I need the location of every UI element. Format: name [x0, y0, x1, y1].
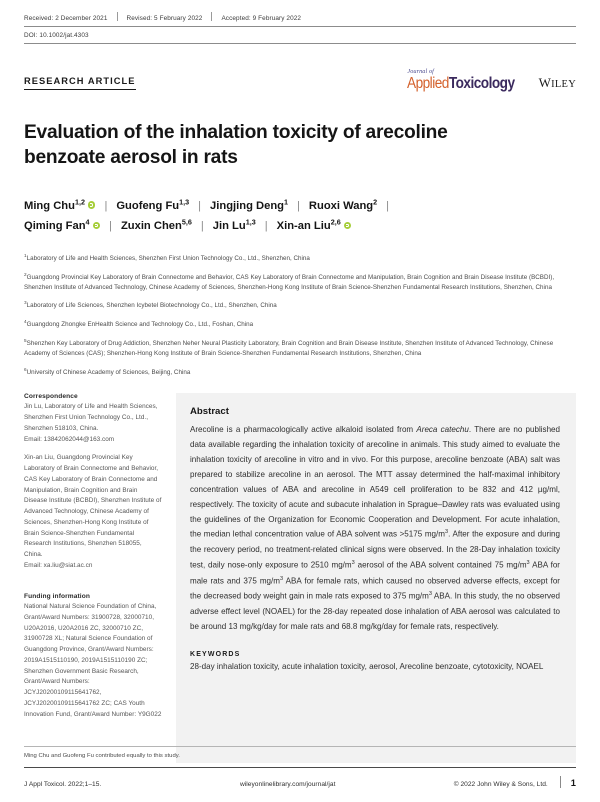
header-rule-bottom	[24, 43, 576, 44]
wiley-logo-cap: W	[538, 74, 552, 90]
author-name: Qiming Fan	[24, 220, 86, 233]
affiliation-text: University of Chinese Academy of Sciences, Beijing, China	[26, 368, 191, 376]
footer-copyright: © 2022 John Wiley & Sons, Ltd.	[453, 781, 548, 788]
page-footer	[24, 746, 576, 788]
revised-date: Revised: 5 February 2022	[126, 15, 203, 22]
affiliation-text: Laboratory of Life Sciences, Shenzhen Icybetel Biotechnology Co., Ltd., Shenzhen, China	[26, 302, 277, 310]
received-date: Received: 2 December 2021	[24, 15, 108, 22]
abstract-box	[176, 393, 576, 763]
author-affil-marker: 1,3	[179, 197, 190, 207]
author-guofeng-fu[interactable]	[116, 197, 190, 212]
author-separator: |	[200, 220, 204, 233]
author-ming-chu[interactable]	[24, 197, 95, 212]
abstract-seg: ABA. In this study, the no observed adverse effect level (NOAEL) for the 28-day repeated dose inhalation of ABA aerosol was calculated to be around 13 mg/kg/day for male rats and 68.8 mg/kg/day for female rats, respectively.	[190, 591, 561, 631]
paper-title: Evaluation of the inhalation toxicity of arecoline benzoate aerosol in rats	[24, 122, 448, 168]
equal-contribution-note: Ming Chu and Guofeng Fu contributed equally to this study.	[24, 753, 180, 759]
author-name: Ruoxi Wang	[308, 199, 374, 212]
author-separator: |	[198, 199, 202, 212]
correspondence-address: Xin-an Liu, Guangdong Provincial Key Laboratory of Brain Connectome and Behavior, CAS Key Laboratory of Brain Connectome and Manipulation, Brain Cognition and Brain Disease Institute (BCBDI), Shenzhen Institute of Advanced Technology, Chinese Academy of Sciences, Shenzhen-Hong Kong Institute of Brain Science-Shenzhen Fundamental Research Institutions, Shenzhen 518055, China.	[24, 454, 162, 559]
author-qiming-fan[interactable]	[24, 217, 100, 233]
author-name: Ming Chu	[24, 199, 75, 212]
author-separator: |	[264, 220, 268, 233]
author-affil-marker: 5,6	[181, 217, 192, 227]
abstract-seg: ABA for male rats and 375 mg/m	[190, 560, 560, 586]
affiliation-item	[24, 337, 562, 359]
author-separator: |	[104, 199, 108, 212]
orcid-icon[interactable]	[93, 222, 101, 230]
correspondence-address: Jin Lu, Laboratory of Life and Health Sciences, Shenzhen First Union Technology Co., Ltd., Shenzhen 518103, China.	[24, 403, 158, 432]
affiliation-item	[24, 271, 562, 293]
author-name: Jin Lu	[212, 220, 246, 233]
journal-branding	[407, 69, 576, 91]
footer-rule	[24, 767, 576, 768]
abstract-superscript: 3	[279, 575, 284, 582]
date-divider-1	[117, 12, 118, 21]
author-ruoxi-wang[interactable]	[308, 197, 378, 212]
affiliation-text: Guangdong Zhongke EnHealth Science and Technology Co., Ltd., Foshan, China	[26, 321, 254, 329]
accepted-date: Accepted: 9 February 2022	[221, 15, 302, 22]
footer-page-divider	[560, 776, 561, 788]
affiliation-text: Laboratory of Life and Health Sciences, Shenzhen First Union Technology Co., Ltd., Shenzhen, China	[26, 254, 310, 262]
keywords-text: 28-day inhalation toxicity, acute inhalation toxicity, aerosol, Arecoline benzoate, cytotoxicity, NOAEL	[190, 661, 544, 671]
journal-logo	[407, 69, 529, 91]
author-affil-marker: 1,2	[74, 197, 85, 207]
metadata-abstract-columns	[24, 393, 576, 763]
correspondence-email[interactable]: Email: 13842062044@163.com	[24, 435, 115, 443]
affiliation-text: Guangdong Provincial Key Laboratory of Brain Connectome and Behavior, CAS Key Laboratory of Brain Connectome and Manipulation, Brain Cognition and Brain Disease Institute (BCBDI), Shenzhen Institute of Advanced Technology, Chinese Academy of Sciences, Shenzhen-Hong Kong Institute of Brain Science-Shenzhen Fundamental Research Institutions, Shenzhen, China	[24, 273, 555, 291]
wiley-logo-rest: ILEY	[551, 78, 576, 90]
author-affil-marker: 2	[373, 197, 378, 207]
affiliation-marker: 4	[24, 319, 27, 325]
abstract-text	[190, 423, 560, 635]
affiliation-text: Shenzhen Key Laboratory of Drug Addiction, Shenzhen Neher Neural Plasticity Laboratory, Brain Cognition and Brain Disease Institute, Shenzhen Institute of Advanced Technology, Chinese Academy of Sciences (CAS); Shenzhen-Hong Kong Institute of Brain Science-Shenzhen Fundamental Research Institutions, Shenzhen, China	[24, 339, 554, 357]
abstract-species-name: Areca catechu	[416, 424, 469, 434]
author-jin-lu[interactable]	[212, 217, 256, 233]
funding-heading: Funding information	[24, 592, 90, 600]
abstract-heading: Abstract	[190, 405, 229, 417]
affiliation-marker: 2	[24, 271, 27, 277]
author-name: Xin-an Liu	[276, 220, 331, 233]
correspondence-entry-1	[24, 402, 162, 445]
correspondence-column	[24, 393, 176, 729]
column-spacer	[24, 580, 162, 593]
abstract-seg: . There are no published data available regarding the inhalation toxicity of arecoline in animals. This study aimed to evaluate the inhalation toxicity of arecoline in vitro and in vivo. For this purpose, arecoline benzoate (ABA) salt was prepared to stabilize arecoline in an aerosol. The MTT assay determined the half-maximal inhibitory concentration values of ABA and arecoline in A549 cell proliferation to be 832 and 412 µg/ml, respectively. The toxicity of acute and subacute inhalation in Sprague–Dawley rats was evaluated using the guidelines of the Organization for Economic Cooperation and Development. For acute inhalation, the median lethal concentration value of ABA solvent was >5175 mg/m	[190, 424, 561, 540]
author-name: Guofeng Fu	[116, 199, 180, 212]
footer-copyright-area	[454, 774, 576, 788]
affiliation-list	[24, 252, 562, 378]
author-jingjing-deng[interactable]	[210, 197, 288, 212]
publication-dates	[24, 0, 576, 22]
abstract-seg: aerosol of the ABA solvent contained 75 mg/m	[354, 560, 527, 570]
journal-logo-title	[407, 76, 515, 92]
doi-text[interactable]: DOI: 10.1002/jat.4303	[24, 32, 89, 39]
affiliation-item	[24, 252, 562, 264]
abstract-superscript: 3	[428, 591, 432, 598]
abstract-seg: Arecoline is a pharmacologically active alkaloid isolated from	[190, 424, 417, 434]
affiliation-marker: 5	[24, 337, 27, 343]
correspondence-entry-2	[24, 453, 162, 571]
author-name: Jingjing Deng	[210, 199, 284, 212]
keywords-heading: KEYWORDS	[190, 650, 241, 658]
journal-logo-toxicology: Toxicology	[449, 74, 515, 92]
correspondence-heading: Correspondence	[24, 392, 78, 400]
date-divider-2	[211, 12, 212, 21]
wiley-logo	[539, 76, 576, 91]
journal-logo-prefix: Journal of	[407, 68, 434, 76]
footer-citation: J Appl Toxicol. 2022;1–15.	[24, 781, 102, 788]
affiliation-item	[24, 318, 562, 330]
abstract-seg: . After the exposure and during the recovery period, no treatment-related clinical signs were observed. In the 28-Day inhalation toxicity test, daily nose-only exposure to 2510 mg/m	[190, 530, 560, 570]
footer-row	[24, 774, 576, 788]
funding-text: National Natural Science Foundation of China, Grant/Award Numbers: 31900728, 32000710, U20A2016, U20A2016 ZC, 32000710 ZC, 31900728 XL; Natural Science Foundation of Guangdong Province, Grant/Award Numbers: 2019A1515110190, 2019A1515110190 ZC; Shenzhen Government Basic Research, Grant/Award Numbers: JCYJ20200109115641762, JCYJ20200109115641762 ZC; CAS Youth Innovation Fund, Grant/Award Number: Y9G022	[24, 603, 162, 718]
abstract-superscript: 3	[351, 560, 355, 567]
author-xinan-liu[interactable]	[276, 217, 352, 233]
affiliation-item	[24, 366, 562, 378]
correspondence-email[interactable]: Email: xa.liu@siat.ac.cn	[24, 561, 93, 569]
affiliation-marker: 3	[24, 300, 27, 306]
journal-logo-applied: Applied	[407, 74, 450, 92]
author-separator: |	[386, 199, 390, 212]
article-type-row	[24, 57, 576, 91]
footer-url[interactable]: wileyonlinelibrary.com/journal/jat	[240, 781, 336, 788]
abstract-seg: ABA for female rats, which caused no observed adverse effects, except for the decreased body weight gain in male rats exposed to 375 mg/m	[190, 576, 560, 601]
author-separator: |	[109, 220, 112, 233]
abstract-superscript: 3	[444, 529, 449, 536]
orcid-icon[interactable]	[88, 201, 96, 209]
header-rule-top	[24, 26, 576, 27]
author-name: Zuxin Chen	[120, 220, 182, 233]
footer-page-number: 1	[570, 778, 576, 788]
author-affil-marker: 1	[284, 197, 288, 207]
author-zuxin-chen[interactable]	[120, 217, 192, 233]
footnote-rule	[24, 746, 576, 747]
affiliation-marker: 1	[24, 252, 27, 258]
author-list	[24, 196, 544, 237]
affiliation-item	[24, 299, 562, 311]
author-separator: |	[297, 199, 300, 212]
author-affil-marker: 4	[85, 217, 90, 227]
affiliation-marker: 6	[24, 366, 27, 372]
article-type-label: RESEARCH ARTICLE	[24, 76, 136, 90]
abstract-superscript: 3	[526, 560, 530, 567]
author-affil-marker: 2,6	[330, 217, 341, 227]
author-affil-marker: 1,3	[245, 217, 256, 227]
orcid-icon[interactable]	[344, 222, 352, 230]
